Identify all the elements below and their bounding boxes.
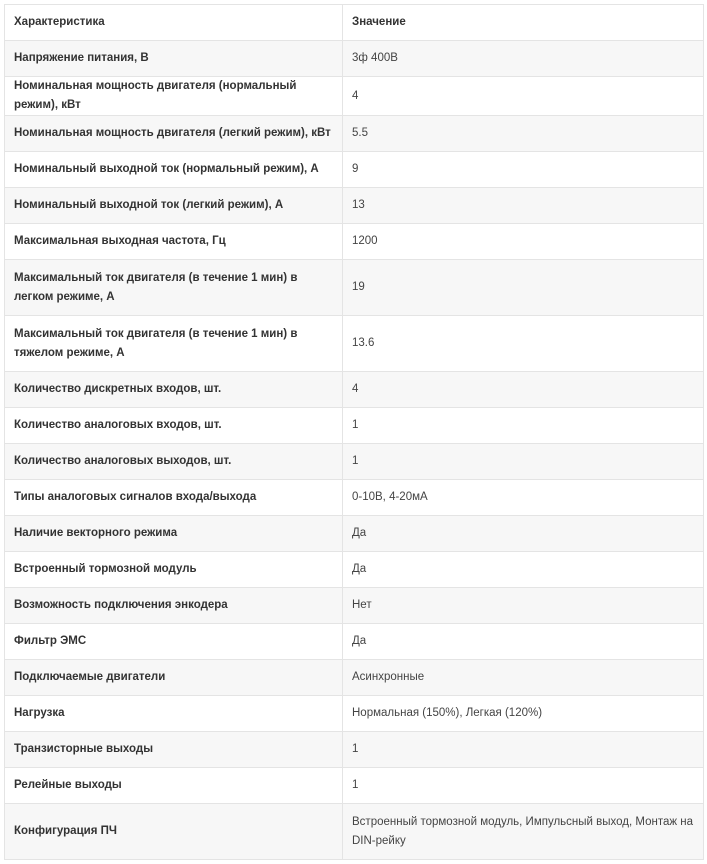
table-row bbox=[5, 152, 704, 188]
row-value: Да bbox=[343, 552, 704, 588]
table-row bbox=[5, 372, 704, 408]
table-row bbox=[5, 188, 704, 224]
table-row bbox=[5, 624, 704, 660]
row-key: Номинальный выходной ток (нормальный режим), А bbox=[5, 152, 343, 188]
table-row bbox=[5, 516, 704, 552]
table-row bbox=[5, 696, 704, 732]
row-key: Максимальный ток двигателя (в течение 1 мин) в тяжелом режиме, А bbox=[5, 316, 343, 372]
row-value: 0-10В, 4-20мА bbox=[343, 480, 704, 516]
row-key: Возможность подключения энкодера bbox=[5, 588, 343, 624]
row-value: 13 bbox=[343, 188, 704, 224]
row-key: Количество аналоговых входов, шт. bbox=[5, 408, 343, 444]
row-key: Номинальный выходной ток (легкий режим), А bbox=[5, 188, 343, 224]
row-value: 1 bbox=[343, 732, 704, 768]
row-value: Да bbox=[343, 516, 704, 552]
row-value: 1 bbox=[343, 408, 704, 444]
row-key: Релейные выходы bbox=[5, 768, 343, 804]
row-key: Фильтр ЭМС bbox=[5, 624, 343, 660]
row-value: 3ф 400В bbox=[343, 41, 704, 77]
table-row bbox=[5, 316, 704, 372]
row-value: 19 bbox=[343, 260, 704, 316]
table-row bbox=[5, 408, 704, 444]
table-row bbox=[5, 732, 704, 768]
row-key: Напряжение питания, В bbox=[5, 41, 343, 77]
row-key: Номинальная мощность двигателя (легкий режим), кВт bbox=[5, 116, 343, 152]
table-row bbox=[5, 224, 704, 260]
row-value: 4 bbox=[343, 372, 704, 408]
row-key: Наличие векторного режима bbox=[5, 516, 343, 552]
table-header-row bbox=[5, 5, 704, 41]
row-key: Конфигурация ПЧ bbox=[5, 804, 343, 860]
row-value: Нет bbox=[343, 588, 704, 624]
table-row bbox=[5, 588, 704, 624]
row-key: Типы аналоговых сигналов входа/выхода bbox=[5, 480, 343, 516]
header-value: Значение bbox=[343, 5, 704, 41]
row-key: Количество дискретных входов, шт. bbox=[5, 372, 343, 408]
table-row bbox=[5, 444, 704, 480]
table-row bbox=[5, 480, 704, 516]
row-key: Подключаемые двигатели bbox=[5, 660, 343, 696]
row-key: Максимальный ток двигателя (в течение 1 мин) в легком режиме, А bbox=[5, 260, 343, 316]
table-row bbox=[5, 804, 704, 860]
row-value: 1 bbox=[343, 444, 704, 480]
specifications-table bbox=[4, 4, 704, 860]
row-value: Асинхронные bbox=[343, 660, 704, 696]
row-key: Транзисторные выходы bbox=[5, 732, 343, 768]
table-row bbox=[5, 660, 704, 696]
row-value: 9 bbox=[343, 152, 704, 188]
row-value: Нормальная (150%), Легкая (120%) bbox=[343, 696, 704, 732]
row-value: Встроенный тормозной модуль, Импульсный выход, Монтаж на DIN-рейку bbox=[343, 804, 704, 860]
table-row bbox=[5, 260, 704, 316]
header-characteristic: Характеристика bbox=[5, 5, 343, 41]
row-value: 5.5 bbox=[343, 116, 704, 152]
table-row bbox=[5, 77, 704, 116]
row-key: Количество аналоговых выходов, шт. bbox=[5, 444, 343, 480]
row-key: Максимальная выходная частота, Гц bbox=[5, 224, 343, 260]
table-row bbox=[5, 41, 704, 77]
row-value: 4 bbox=[343, 77, 704, 116]
row-value: Да bbox=[343, 624, 704, 660]
row-value: 1200 bbox=[343, 224, 704, 260]
row-key: Встроенный тормозной модуль bbox=[5, 552, 343, 588]
table-row bbox=[5, 116, 704, 152]
table-row bbox=[5, 552, 704, 588]
row-value: 13.6 bbox=[343, 316, 704, 372]
row-key: Номинальная мощность двигателя (нормальный режим), кВт bbox=[5, 77, 343, 116]
row-value: 1 bbox=[343, 768, 704, 804]
row-key: Нагрузка bbox=[5, 696, 343, 732]
table-row bbox=[5, 768, 704, 804]
